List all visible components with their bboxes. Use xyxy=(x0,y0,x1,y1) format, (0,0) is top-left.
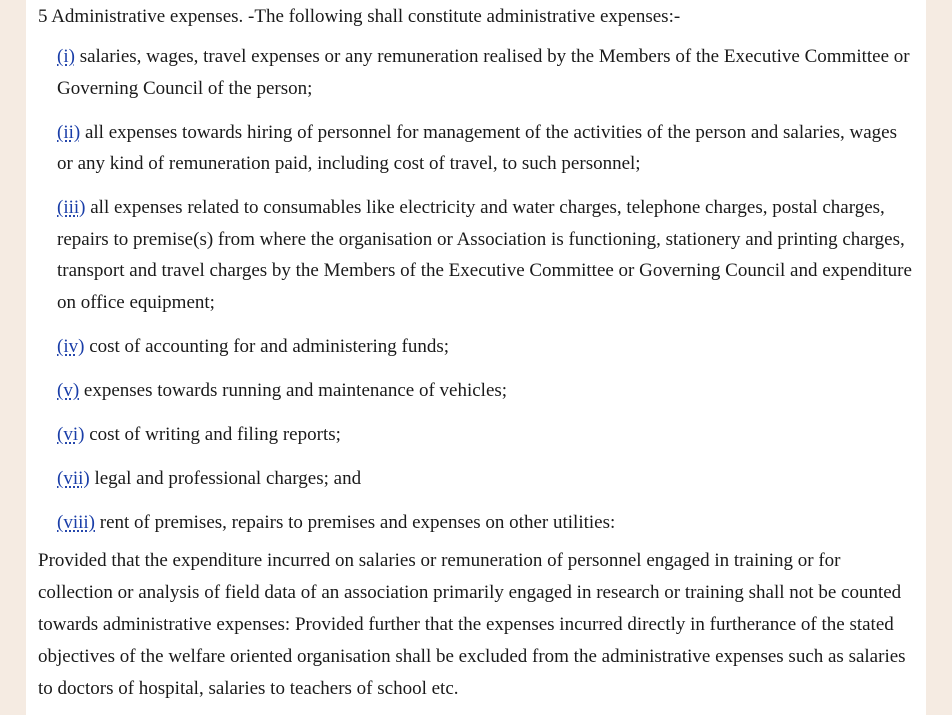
clause-text: expenses towards running and maintenance of vehicles; xyxy=(79,379,508,401)
clause-text: all expenses towards hiring of personnel for management of the activities of the person and salaries, wages or any kind of remuneration paid, including cost of travel, to such personnel; xyxy=(57,121,897,174)
clause-text: legal and professional charges; and xyxy=(89,467,362,489)
clause-item xyxy=(57,375,912,407)
clause-link-i[interactable]: (i) xyxy=(57,46,75,67)
clause-item xyxy=(57,419,912,451)
clause-item xyxy=(57,463,912,495)
clause-link-vi[interactable]: (vi) xyxy=(57,423,85,445)
section-heading: 5 Administrative expenses. -The following shall constitute administrative expenses:- xyxy=(38,6,681,27)
clause-text: salaries, wages, travel expenses or any remuneration realised by the Members of the Executive Committee or Governing Council of the person; xyxy=(57,46,910,99)
clause-item xyxy=(57,41,912,104)
clause-text: rent of premises, repairs to premises and expenses on other utilities: xyxy=(95,511,616,533)
clause-item xyxy=(57,117,912,180)
clause-text: all expenses related to consumables like electricity and water charges, telephone charges, postal charges, repairs to premise(s) from where the organisation or Association is functioning, stationery and printing charges, transport and travel charges by the Members of the Executive Committee or Governing Council and expenditure on office equipment; xyxy=(57,197,912,313)
proviso-paragraph: Provided that the expenditure incurred on salaries or remuneration of personnel engaged in training or for collection or analysis of field data of an association primarily engaged in research or training shall not be counted towards administrative expenses: Provided further that the expenses incurred directly in furtherance of the stated objectives of the welfare oriented organisation shall be excluded from the administrative expenses such as salaries to doctors of hospital, salaries to teachers of school etc. xyxy=(38,550,906,699)
clause-link-vii[interactable]: (vii) xyxy=(57,467,90,489)
clause-item xyxy=(57,331,912,363)
clause-list xyxy=(57,41,912,551)
document-page xyxy=(26,0,926,715)
clause-link-iv[interactable]: (iv) xyxy=(57,335,85,357)
clause-text: cost of writing and filing reports; xyxy=(84,423,341,445)
clause-link-v[interactable]: (v) xyxy=(57,379,80,401)
clause-link-viii[interactable]: (viii) xyxy=(57,511,95,533)
clause-link-iii[interactable]: (iii) xyxy=(57,197,86,218)
clause-text: cost of accounting for and administering funds; xyxy=(84,335,450,357)
clause-link-ii[interactable]: (ii) xyxy=(57,121,81,143)
clause-item xyxy=(57,192,912,318)
clause-item xyxy=(57,507,912,539)
